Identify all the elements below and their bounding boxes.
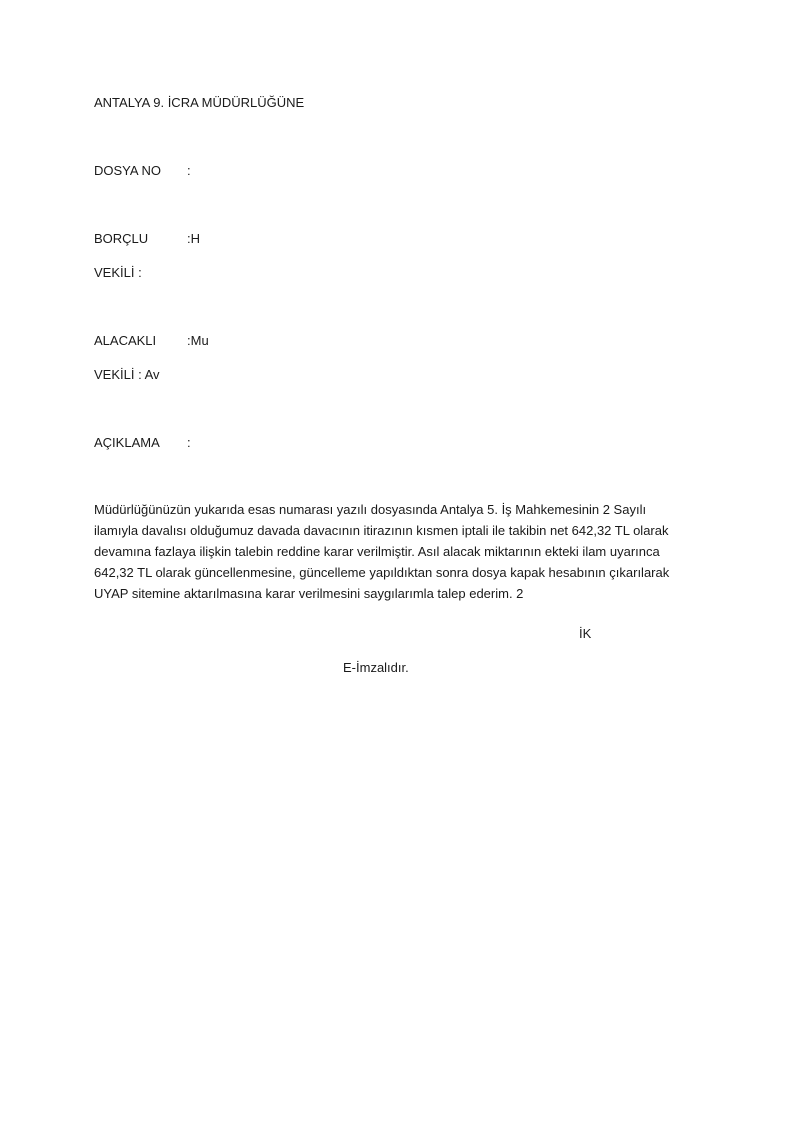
borclu-label: BORÇLU bbox=[94, 231, 149, 246]
body-paragraph-line: Müdürlüğünüzün yukarıda esas numarası yazılı dosyasında Antalya 5. İş Mahkemesinin 2 Sayılı bbox=[94, 502, 647, 517]
dosya-no-label: DOSYA NO bbox=[94, 163, 161, 178]
body-paragraph-line: ilamıyla davalısı olduğumuz davada davacının itirazının kısmen iptali ile takibin net 642,32 TL olarak bbox=[94, 523, 669, 538]
aciklama-value: : bbox=[187, 435, 191, 450]
e-signed-note: E-İmzalıdır. bbox=[343, 660, 409, 675]
signature-initials: İK bbox=[579, 626, 592, 641]
body-paragraph-line: 642,32 TL olarak güncellenmesine, güncelleme yapıldıktan sonra dosya kapak hesabının çıkarılarak bbox=[94, 565, 670, 580]
addressee-heading: ANTALYA 9. İCRA MÜDÜRLÜĞÜNE bbox=[94, 95, 305, 110]
body-paragraph-line: devamına fazlaya ilişkin talebin reddine karar verilmiştir. Asıl alacak miktarının ekteki ilam uyarınca bbox=[94, 544, 660, 559]
alacakli-vekili-label: VEKİLİ : Av bbox=[94, 367, 160, 382]
borclu-vekili-label: VEKİLİ : bbox=[94, 265, 142, 280]
borclu-value: :H bbox=[187, 231, 200, 246]
alacakli-label: ALACAKLI bbox=[94, 333, 157, 348]
aciklama-label: AÇIKLAMA bbox=[94, 435, 160, 450]
body-paragraph-line: UYAP sitemine aktarılmasına karar verilmesini saygılarımla talep ederim. 2 bbox=[94, 586, 524, 601]
dosya-no-value: : bbox=[187, 163, 191, 178]
alacakli-value: :Mu bbox=[187, 333, 209, 348]
